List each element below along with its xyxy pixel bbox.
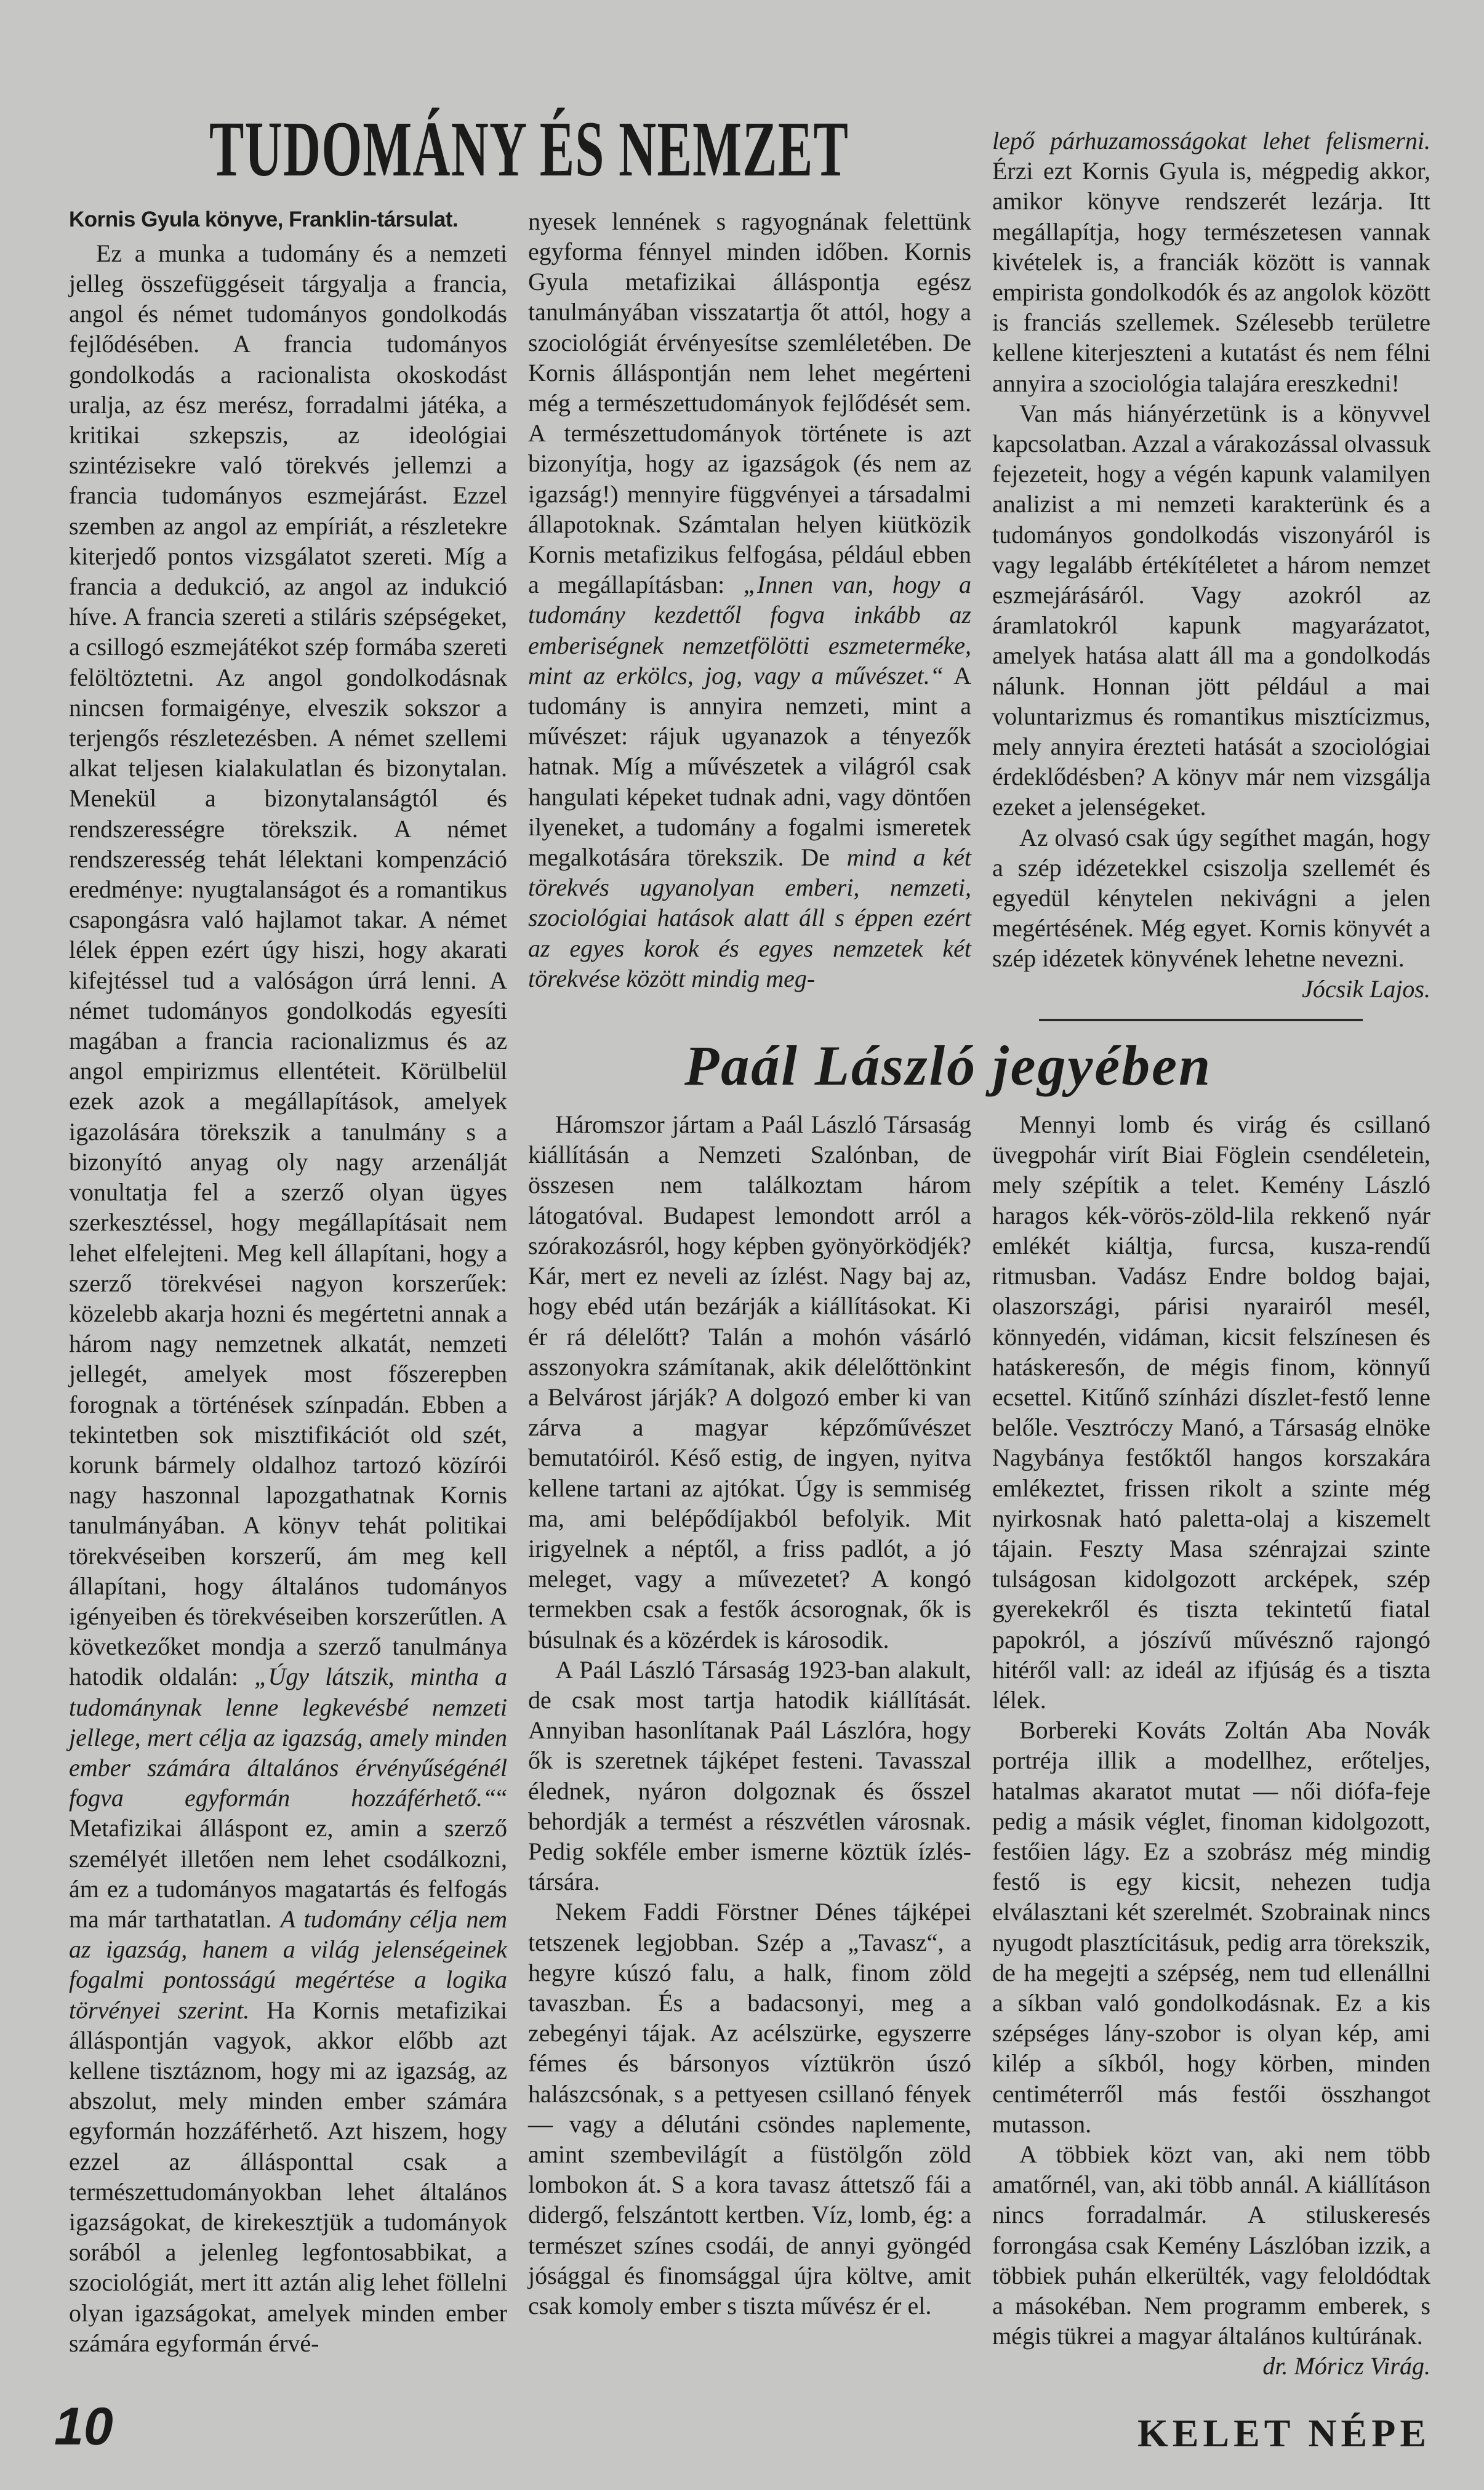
article1-column-3-area <box>992 126 1430 1004</box>
text: Háromszor jártam a Paál László Társaság kiállításán a Nemzeti Szalónban, de összesen nem találkoztam három látogatóval. Budapest lemondott arról a szórakozásról, hogy képben gyönyörködjék? Kár, mert ez neveli az ízlést. Nagy baj az, hogy ebéd után bezárják a kiállításokat. Ki ér rá délelőtt? Talán a mohón vásárló asszonyokra számítanak, akik délelőttönkint a Belvárost járják? A dolgozó ember ki van zárva a magyar képzőművészet bemutatóiról. Késő estig, de ingyen, nyitva kellene tartani az ajtókat. Úgy is semmiség ma, ami belépődíjakból befolyik. Mit irigyelnek a néptől, a friss padlót, a jó meleget, vagy a művezetet? A kongó termekben csak a festők ácsorognak, ők is búsulnak és a közérdek is károsodik. <box>528 1110 971 1653</box>
italic-text: A tudomány célja nem az igazság, hanem a világ jelenségeinek fogalmi pontosságú megértése a logika törvényei szerint. <box>69 1905 507 2024</box>
article1-signature: Jócsik Lajos. <box>1302 974 1430 1003</box>
paragraph <box>69 238 507 2358</box>
paragraph <box>992 1715 1430 2139</box>
paragraph <box>528 206 971 994</box>
paragraph <box>992 822 1430 974</box>
page-footer <box>54 2396 1430 2456</box>
paragraph <box>992 1109 1430 1715</box>
page-number: 10 <box>54 2396 113 2456</box>
paragraph <box>992 126 1430 398</box>
article2-column-1 <box>528 1109 971 2321</box>
paragraph <box>528 1655 971 1897</box>
title-area <box>69 105 971 196</box>
magazine-name: KELET NÉPE <box>1137 2411 1430 2455</box>
article1-column-2 <box>528 206 971 994</box>
paragraph <box>528 1897 971 2321</box>
article2-header <box>528 1004 1430 1109</box>
italic-text: lepő párhuzamosságokat lehet felismerni. <box>992 127 1430 155</box>
text: Ez a munka a tudomány és a nemzeti jelleg összefüggéseit tárgyalja a francia, angol és német tudományos gondolkodás fejlődésében. A francia tudományos gondolkodás a racionalista okoskodást uralja, az ész merész, forradalmi játéka, a kritikai szkepszis, az ideológiai szintézisekre való törekvés jellemzi a francia tudományos eszmejárást. Ezzel szemben az angol az empíriát, a részletekre kiterjedő pontos vizsgálatot szereti. Míg a francia a dedukció, az angol az indukció híve. A francia szereti a stiláris szépségeket, a csillogó eszmejátékot szép formába szereti felöltöztetni. Az angol gondolkodásnak nincsen formaigénye, elveszik sokszor a terjengős részletezésben. A német szellemi alkat teljesen kialakulatlan és bizonytalan. Menekül a bizonytalanságtól és rendszerességre törekszik. A német rendszeresség tehát lélektani kompenzáció eredménye: nyugtalanságot és a romantikus csapongásra való hajlamot takar. A német lélek éppen ezért úgy hiszi, hogy akarati kifejtéssel tud a valóságon úrrá lenni. A német tudományos gondolkodás egyesíti magában a francia racionalizmus és az angol empirizmus ellentéteit. Körülbelül ezek azok a megállapítások, amelyek igazolására törekszik a tanulmány s a bizonyító anyag oly nagy arzenálját vonultatja fel a szerző olyan ügyes szerkesztéssel, hogy megállapításait nem lehet elfelejteni. Meg kell állapítani, hogy a szerző törekvései nagyon korszerűek: közelebb akarja hozni és megértetni annak a három nagy nemzetnek alkatát, nemzeti jellegét, amelyek most főszerepben forognak a történések színpadán. Ebben a tekintetben sok misztifikációt old szét, korunk bármely oldalhoz tartozó közírói nagy haszonnal lapozgathatnak Kornis tanulmányában. A könyv tehát politikai törekvéseiben korszerű, ám meg kell állapítani, hogy általános tudományos igényeiben és törekvéseiben korszerűtlen. A következőket mondja a szerző tanulmánya hatodik oldalán: <box>69 239 507 1691</box>
text: A Paál László Társaság 1923-ban alakult, de csak most tartja hatodik kiállítását. Annyiban hasonlítanak Paál Lászlóra, hogy ők is szeretnek tájképet festeni. Tavasszal élednek, nyáron dolgoznak és ősszel behordják a termést a részvétlen városnak. Pedig sokféle ember ismerne köztük ízlés-társára. <box>528 1655 971 1896</box>
book-heading: Kornis Gyula könyve, Franklin-társulat. <box>69 207 459 231</box>
text: Nekem Faddi Förstner Dénes tájképei tetszenek legjobban. Szép a „Tavasz“, a hegyre kúszó falu, a halk, finom zöld tavaszban. És a badacsonyi, meg a zebegényi tájak. Az acélszürke, egyszerre fémes és bársonyos víztükrön úszó halászcsónak, s a pettyesen csillanó fények — vagy a délutáni csöndes naplemente, amint szembevilágít a füstölgőn zöld lombokon át. S a kora tavasz áttetsző fái a didergő, felszántott kertben. Víz, lomb, ég: a természet színes csodái, de annyi gyöngéd jósággal és finomsággal újra költve, amit csak komoly ember s tiszta művész ér el. <box>528 1898 971 2319</box>
text: Az olvasó csak úgy segíthet magán, hogy a szép idézetekkel csiszolja szellemét és egyedül kénytelen nekivágni a jelen megértésének. Még egyet. Kornis könyvét a szép idézetek könyvének lehetne nevezni. <box>992 823 1430 973</box>
article1-column-1 <box>69 238 507 2358</box>
text: Mennyi lomb és virág és csillanó üvegpohár virít Biai Föglein csendéletein, mely szépítik a telet. Kemény László haragos kék-vörös-zöld-lila rekkenő nyár emlékét kiáltja, furcsa, kusza-rendű ritmusban. Vadász Endre boldog bajai, olaszországi, párisi nyarairól mesél, könnyedén, vidáman, kicsit felszínesen és hatáskeresőn, de mégis finom, könnyű ecsettel. Kitűnő színházi díszlet-festő lenne belőle. Vesztróczy Manó, a Társaság elnöke Nagybánya festőktől hangos korszakára emlékeztet, frissen rikolt a szinte még nyirkosnak ható paletta-olaj a kiszemelt tájain. Feszty Masa szénrajzai szinte tulságosan kidolgozott arcképek, szép gyerekekről és tiszta tekintetű fiatal papokról, a jószívű művésznő rajongó hitéről vall: az ideál az ifjúság és a tiszta lélek. <box>992 1110 1430 1714</box>
text: “ Metafizikai álláspont ez, amin a szerző személyét illetően nem lehet csodálkozni, ám ez a tudományos magatartás és felfogás ma már tarthatatlan. <box>69 1784 507 1933</box>
article2-signature: dr. Móricz Virág. <box>1262 2352 1430 2380</box>
text: Van más hiányérzetünk is a könyvvel kapcsolatban. Azzal a várakozással olvassuk fejezeteit, hogy a végén kapunk valamilyen analizist a mi nemzeti karakterünk és a tudományos gondolkodás viszonyáról is vagy legalább értékítéletet a három nemzet eszmejárásáról. Vagy azokról az áramlatokról kapunk magyarázatot, amelyek hatása alatt áll ma a gondolkodás nálunk. Honnan jött például a mai voluntarizmus és romantikus misztícizmus, mely annyira érezteti hatását a szociológiai érdeklődésben? A könyv már nem vizsgálja ezeket a jelenségeket. <box>992 399 1430 821</box>
section-divider <box>1039 1019 1363 1021</box>
text: nyesek lennének s ragyognának felettünk egyforma fénnyel minden időben. Kornis Gyula metafizikai álláspontja egész tanulmányában visszatartja őt attól, hogy a szociológiát érvényesítse szemléletében. De Kornis álláspontján nem lehet megérteni még a természettudományok fejlődését sem. A természettudományok története is azt bizonyítja, hogy az igazságok (és nem az igazság!) mennyire függvényei a társadalmi állapotoknak. Számtalan helyen kiütközik Kornis metafizikus felfogása, például ebben a megállapításban: <box>528 207 971 599</box>
text: Borbereki Kováts Zoltán Aba Novák portréja illik a modellhez, erőteljes, hatalmas akaratot mutat — női diófa-feje pedig a másik véglet, finoman kidolgozott, festőien lágy. Ez a szobrász még mindig festő is egy kicsit, nehezen tudja elválasztani két szerelmét. Szobrainak nincs nyugodt plasztícitásuk, pedig arra törekszik, de ha megejti a szépség, nem tud ellenállni a síkban való gondolkodásnak. Ez a kis szépséges lány-szobor is olyan kép, ami kilép a síkból, hogy körben, minden centiméterről más festői összhangot mutasson. <box>992 1716 1430 2138</box>
text: Érzi ezt Kornis Gyula is, mégpedig akkor, amikor könyve rendszerét lezárja. Itt megállapítja, hogy természetesen vannak kivételek is, a franciák között is vannak empirista gondolkodók és az angolok között is franciás szellemek. Szélesebb területre kellene kiterjeszteni a kutatást és nem félni annyira a szociológia talajára ereszkedni! <box>992 157 1430 397</box>
text: A többiek közt van, aki nem több amatőrnél, van, aki több annál. A kiállításon nincs forradalmár. A stiluskeresés forrongása csak Kemény Lászlóban izzik, a többiek puhán elkerülték, vagy feloldódtak a másokéban. Nem programm emberek, s mégis tükrei a magyar általános kultúrának. <box>992 2140 1430 2350</box>
article2-column-2 <box>992 1109 1430 2382</box>
text: A tudomány is annyira nemzeti, mint a művészet: rájuk ugyanazok a tényezők hatnak. Míg a művészetek a világról csak hangulati képeket tudnak adni, vagy döntően ilyeneket, a tudomány a fogalmi ismeretek megalkotására törekszik. De <box>528 661 971 872</box>
article2-title: Paál László jegyében <box>684 1034 1213 1097</box>
paragraph <box>528 1109 971 1655</box>
article-title: TUDOMÁNY ÉS NEMZET <box>209 105 849 193</box>
text: Ha Kornis metafizikai álláspontján vagyok, akkor előbb azt kellene tisztáznom, hogy mi az igazság, az abszolut, mely minden ember számára egyformán hozzáférhető. Azt hiszem, hogy ezzel az állásponttal csak a természettudományokban lehet általános igazságokat, de kirekesztjük a tudományok sorából a jelenleg legfontosabbikat, a szociológiát, mert itt aztán alig lehet föllelni olyan igazságokat, amelyek minden ember számára egyformán érvé- <box>69 1996 507 2357</box>
italic-text: mind a két törekvés ugyanolyan emberi, nemzeti, szociológiai hatások alatt áll s éppen ezért az egyes korok és egyes nemzetek két törekvése között mindig meg- <box>528 843 971 992</box>
italic-text: „Úgy látszik, mintha a tudománynak lenne legkevésbé nemzeti jellege, mert célja az igazság, amely minden ember számára általános érvényűségénél fogva egyformán hozzáférhető.“ <box>69 1663 507 1812</box>
italic-text: „Innen van, hogy a tudomány kezdettől fogva inkább az emberiségnek nemzetfölötti eszmeterméke, mint az erkölcs, jog, vagy a művészet.“ <box>528 571 971 689</box>
paragraph <box>992 398 1430 822</box>
paragraph <box>992 2139 1430 2351</box>
article1-column-1-area <box>69 206 507 2358</box>
article1-column-3 <box>992 126 1430 974</box>
